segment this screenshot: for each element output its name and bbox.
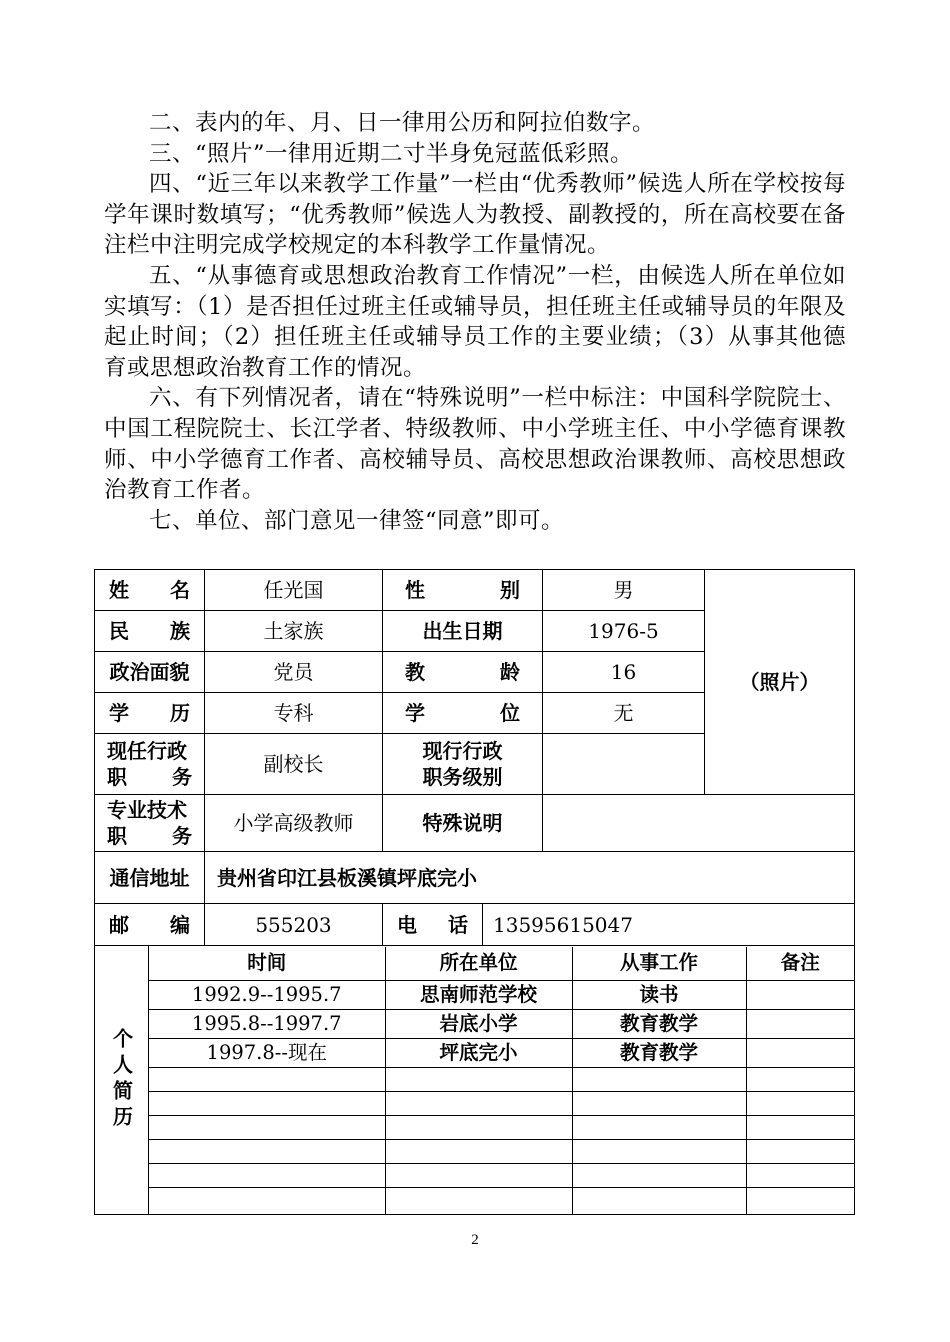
teach-age-value: 16 [543, 652, 705, 693]
resume-header-work: 从事工作 [572, 947, 746, 981]
birth-value: 1976-5 [543, 611, 705, 652]
name-value: 任光国 [205, 570, 383, 611]
admin-level-value [543, 734, 705, 795]
resume-unit: 思南师范学校 [385, 981, 572, 1010]
table-row [149, 1039, 854, 1068]
instructions [104, 108, 846, 536]
note-6: 六、有下列情况者，请在“特殊说明”一栏中标注：中国科学院院士、中国工程院院士、长江学者、特级教师、中小学班主任、中小学德育课教师、中小学德育工作者、高校辅导员、高校思想政治课教师、高校思想政治教育工作者。 [104, 385, 846, 504]
ethnic-value: 土家族 [205, 611, 383, 652]
political-value: 党员 [205, 652, 383, 693]
photo-cell: （照片） [705, 570, 855, 795]
zip-label: 邮 编 [95, 904, 205, 946]
table-row [149, 1010, 854, 1039]
gender-label: 性 别 [383, 570, 543, 611]
table-row [149, 981, 854, 1010]
resume-side-label: 个人简历 [95, 946, 149, 1215]
special-value [543, 795, 855, 852]
table-row [149, 1068, 854, 1092]
resume-time: 1997.8--现在 [149, 1039, 385, 1068]
table-row [149, 1188, 854, 1214]
phone-value: 13595615047 [483, 904, 855, 946]
political-label: 政治面貌 [95, 652, 205, 693]
gender-value: 男 [543, 570, 705, 611]
resume-remark [746, 1010, 854, 1039]
note-2: 二、表内的年、月、日一律用公历和阿拉伯数字。 [149, 110, 656, 136]
teach-age-label: 教 龄 [383, 652, 543, 693]
admin-post-value: 副校长 [205, 734, 383, 795]
resume-work: 教育教学 [572, 1010, 746, 1039]
page-number: 2 [471, 1232, 479, 1248]
table-row [149, 1140, 854, 1164]
zip-value: 555203 [205, 904, 383, 946]
birth-label: 出生日期 [383, 611, 543, 652]
special-label: 特殊说明 [383, 795, 543, 852]
education-value: 专科 [205, 693, 383, 734]
resume-header-remark: 备注 [746, 947, 854, 981]
note-3: 三、“照片”一律用近期二寸半身免冠蓝低彩照。 [149, 140, 634, 167]
table-row [149, 1164, 854, 1188]
tech-post-label: 专业技术 职 务 [95, 795, 205, 852]
resume-work: 读书 [572, 981, 746, 1010]
resume-section [149, 946, 855, 1215]
resume-unit: 坪底完小 [385, 1039, 572, 1068]
address-label: 通信地址 [95, 852, 205, 904]
admin-post-label: 现任行政 职 务 [95, 734, 205, 795]
ethnic-label: 民 族 [95, 611, 205, 652]
resume-work: 教育教学 [572, 1039, 746, 1068]
education-label: 学 历 [95, 693, 205, 734]
note-5: 五、“从事德育或思想政治教育工作情况”一栏，由候选人所在单位如实填写：（1）是否担任过班主任或辅导员，担任班主任或辅导员的年限及起止时间；（2）担任班主任或辅导员工作的主要业绩；（3）从事其他德育或思想政治教育工作的情况。 [104, 262, 846, 381]
table-row [149, 1092, 854, 1116]
resume-header-unit: 所在单位 [385, 947, 572, 981]
candidate-form [94, 569, 855, 1215]
tech-post-value: 小学高级教师 [205, 795, 383, 852]
name-label: 姓 名 [95, 570, 205, 611]
resume-time: 1992.9--1995.7 [149, 981, 385, 1010]
phone-label: 电 话 [383, 904, 483, 946]
resume-unit: 岩底小学 [385, 1010, 572, 1039]
admin-level-label: 现行行政 职务级别 [383, 734, 543, 795]
address-value: 贵州省印江县板溪镇坪底完小 [205, 852, 855, 904]
resume-header-time: 时间 [149, 947, 385, 981]
resume-table [149, 947, 854, 1214]
resume-remark [746, 981, 854, 1010]
note-7: 七、单位、部门意见一律签“同意”即可。 [149, 507, 565, 534]
degree-label: 学 位 [383, 693, 543, 734]
degree-value: 无 [543, 693, 705, 734]
resume-time: 1995.8--1997.7 [149, 1010, 385, 1039]
table-row [149, 1116, 854, 1140]
resume-remark [746, 1039, 854, 1068]
note-4: 四、“近三年以来教学工作量”一栏由“优秀教师”候选人所在学校按每学年课时数填写；“优秀教师”候选人为教授、副教授的，所在高校要在备注栏中注明完成学校规定的本科教学工作量情况。 [104, 171, 846, 259]
